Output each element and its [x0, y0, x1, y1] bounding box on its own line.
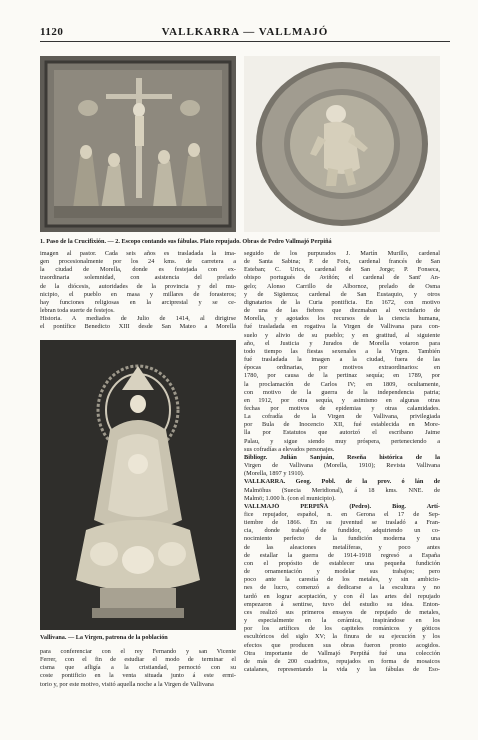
text-line: de Santa Sabina; P. de Foix, cardenal francés de San	[244, 258, 440, 266]
text-line: cia, donde trabajó de fundidor, adquiriendo un co-	[244, 527, 440, 535]
text-line: (Morella, 1897 y 1910).	[244, 470, 305, 478]
left-column-bottom	[40, 648, 236, 692]
text-line: La cofradía de la Virgen de Vallivana, privilegiada	[244, 413, 440, 421]
text-line: en 1912, por otra sequía, y asimismo en algunas otras	[244, 396, 440, 404]
bottom-figure-caption: Vallivana. — La Virgen, patrona de la población	[40, 634, 168, 641]
text-line: lebran toda suerte de festejos.	[40, 307, 115, 315]
text-line: Morella, y agotados los recursos de la ciencia humana,	[244, 315, 440, 323]
text-line: el pontífice Benedicto XIII desde San Mateo a Morella	[40, 323, 236, 331]
text-line: coste pontificio en la venta situada junto á este ermi-	[40, 672, 236, 680]
running-header	[40, 26, 450, 40]
text-line: catalanes, representando la vida y las fábulas de Eso-	[244, 665, 440, 673]
left-column-top	[40, 250, 236, 334]
text-line: de estallar la guerra de 1914-1918 regresó a España	[244, 551, 440, 559]
text-line: Malmöhus (Suecia Meridional), á 18 kms. NNE. de	[244, 486, 440, 494]
text-line: por Bula de Inocencio XII, fué establecida en More-	[244, 421, 440, 429]
text-line: para conferenciar con el rey Fernando y san Vicente	[40, 648, 236, 655]
text-line: de ornamentación y modelar sus trabajos; pero	[244, 568, 440, 576]
text-line: todo tiempo las fiestas sexenales a la Virgen. También	[244, 347, 440, 355]
text-line: VALLMAJÓ PERPIÑÁ (Pedro). Biog. Artí-	[244, 502, 440, 510]
text-line: fué trasladada en rogativa la Virgen de Vallivana para con-	[244, 323, 440, 331]
text-line: y especialmente en la cerámica, inspirándose en los	[244, 617, 440, 625]
text-line: año, el Justicia y Jurados de Morella votaron para	[244, 339, 440, 347]
top-figures-caption: 1. Paso de la Crucifixión. — 2. Escopo contando sus fábulas. Plato repujado. Obras de Pedro Vallmajó Perpiñá	[40, 238, 332, 245]
text-line: Historia. A mediados de Julio de 1414, al dirigirse	[40, 315, 236, 323]
text-line: nicipio, el pueblo en masa y millares de forasteros;	[40, 290, 236, 298]
text-line: empezaron á sentirse, tuvo del estudio su idea. Enton-	[244, 600, 440, 608]
text-line: Ferrer, con el fin de estudiar el modo de terminar el	[40, 656, 236, 664]
text-line: épocas ordinarias, por motivos extraordinarios: en	[244, 364, 440, 372]
text-line: suelo y alivio de su pueblo; y en gratitud, al siguiente	[244, 331, 440, 339]
text-line: Otra importante de Vallmajó Perpiñá fué una colección	[244, 649, 440, 657]
text-line: por los artífices de los capiteles románicos y góticos	[244, 625, 440, 633]
text-line: Malmö; 1.000 h. (con el municipio).	[244, 494, 336, 502]
text-line: Bibliogr. Julián Sanjuán, Reseña histórica de la	[244, 453, 440, 461]
text-line: con motivo de la guerra de la independencia patria;	[244, 388, 440, 396]
text-line: fué trasladada la imagen a la ciudad, fuera de las	[244, 356, 440, 364]
text-line: 1780, por causa de la pertinaz sequía; en 1789, por	[244, 372, 440, 380]
text-line: poco ante la carestía de los metales, y sin ambicio-	[244, 576, 440, 584]
text-line: Esteban; C. Urics, cardenal de San Jorge; P. Fonseca,	[244, 266, 440, 274]
text-line: con el propósito de establecer una pequeña fundición	[244, 559, 440, 567]
text-line: la ciudad de Morella, donde es festejada con ex-	[40, 266, 236, 274]
text-line: gelo; Alonso Carrillo de Albornoz, prelado de Osma	[244, 282, 440, 290]
text-line: sus cofradías a elevados personajes.	[244, 445, 335, 453]
text-line: de la diócesis, autoridades de la provincia y del mu-	[40, 282, 236, 290]
page-number: 1120	[40, 26, 64, 38]
text-line: tiembre de 1866. En su juventud se trasladó a Fran-	[244, 519, 440, 527]
text-line: dignatarios de la Curia pontificia. En 1672, con motivo	[244, 298, 440, 306]
crucifixion-relief-photo	[40, 56, 236, 232]
text-line: ces realizó sus primeros ensayos de repujado de metales,	[244, 608, 440, 616]
text-line: cisma que afligía a la cristiandad, pernoctó con su	[40, 664, 236, 672]
embossed-plate-photo	[244, 56, 440, 232]
right-column	[244, 250, 440, 700]
text-line: de una de las fiebres que diezmaban al vecindario de	[244, 307, 440, 315]
virgin-vallivana-photo	[40, 340, 236, 630]
running-title: VALLKARRA — VALLMAJÓ	[161, 26, 329, 38]
text-line: Palau, y sigue siendo muy próspera, perteneciendo a	[244, 437, 440, 445]
text-line: gen procesionalmente por los 24 kms. de carretera a	[40, 258, 236, 266]
text-line: escultóricos del siglo XV; la finura de su ejecución y los	[244, 633, 440, 641]
text-line: obispo portugués de Aviñón; el cardenal de Sant' An-	[244, 274, 440, 282]
text-line: de más de 200 cuadritos, repujados en forma de mosaicos	[244, 657, 440, 665]
text-line: nocimiento perfecto de la fundición moderna y una	[244, 535, 440, 543]
text-line: tardó en lograr aceptación, y con él las artes del repujado	[244, 592, 440, 600]
text-line: Virgen de Vallivana (Morella, 1910); Revista Vallivana	[244, 462, 440, 470]
text-line: torio y, por este motivo, visitó aquella noche a la Virgen de Vallivana	[40, 680, 214, 688]
text-line: la proclamación de Carlos IV; en 1809, ocultamente,	[244, 380, 440, 388]
text-line: efectos que producen sus obras fueron pronto acogidos.	[244, 641, 440, 649]
text-line: nes de lucro, comenzó a dedicarse a la escultura y no	[244, 584, 440, 592]
text-line: fechas por motivos de epidemias y otras calamidades.	[244, 404, 440, 412]
text-line: lla por Estatutos que autorizó el escribano Jaime	[244, 429, 440, 437]
text-line: y de Sigüenza; cardenal de San Eustaquio, y otros	[244, 290, 440, 298]
text-line: de las aleaciones metalíferas, y poco antes	[244, 543, 440, 551]
text-line: imagen al pastor. Cada seis años es trasladada la ima-	[40, 250, 236, 257]
text-line: seguido de los purpurados J. Martín Murillo, cardenal	[244, 250, 440, 257]
text-line: hay funciones religiosas en la arciprestal y se ce-	[40, 298, 236, 306]
text-line: VALLKARRA. Geog. Pobl. de la prov. ó lán de	[244, 478, 440, 486]
header-rule	[40, 41, 450, 42]
text-line: traordinaria solemnidad, con asistencia del prelado	[40, 274, 236, 282]
text-line: fice repujador, español, n. en Gerona el 17 de Sep-	[244, 511, 440, 518]
